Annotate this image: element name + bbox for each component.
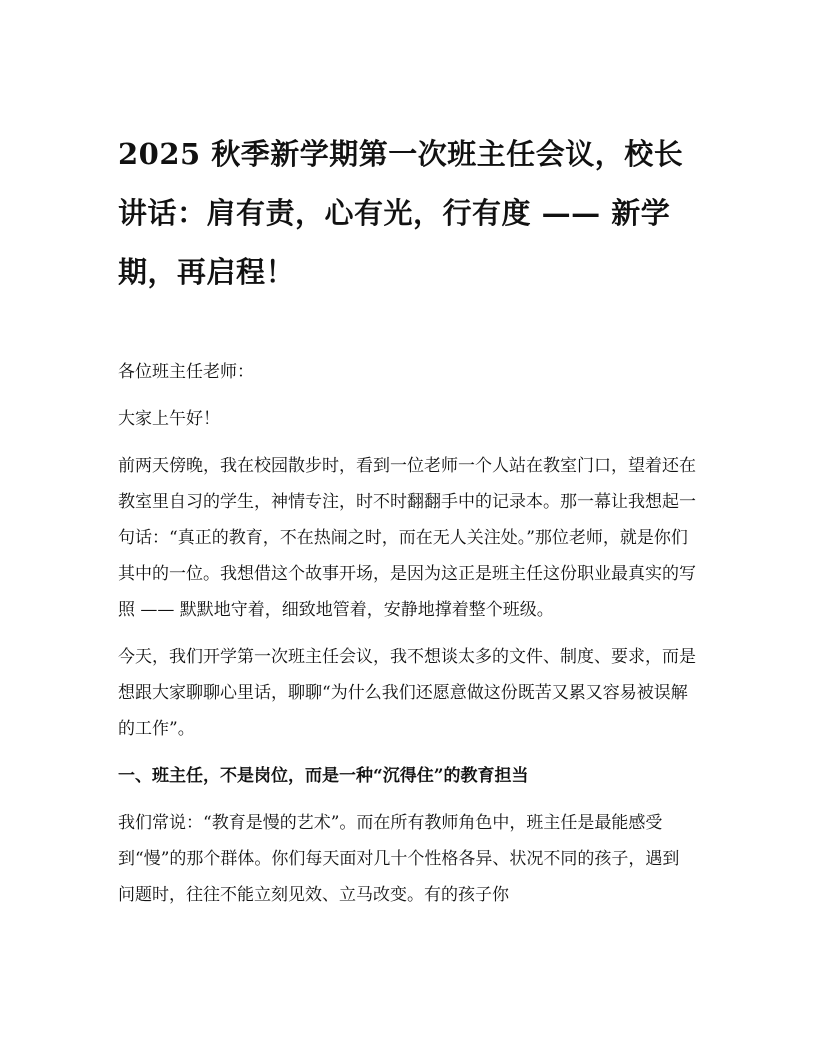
document-body: [118, 354, 696, 924]
greeting: 大家上午好！: [118, 409, 220, 429]
document-title: 2025 秋季新学期第一次班主任会议，校长讲话：肩有责，心有光，行有度 —— 新学期，再启程！: [118, 137, 684, 289]
section-1-paragraph: 我们常说：“教育是慢的艺术”。而在所有教师角色中，班主任是最能感受到“慢”的那个群体。你们每天面对几十个性格各异、状况不同的孩子，遇到问题时，往往不能立刻见效、立马改变。有的孩子你: [118, 813, 680, 905]
paragraph-meeting-purpose: 今天，我们开学第一次班主任会议，我不想谈太多的文件、制度、要求，而是想跟大家聊聊心里话，聊聊“为什么我们还愿意做这份既苦又累又容易被误解的工作”。: [118, 647, 696, 739]
salutation: 各位班主任老师：: [118, 362, 254, 382]
paragraph-opening-story: 前两天傍晚，我在校园散步时，看到一位老师一个人站在教室门口，望着还在教室里自习的学生，神情专注，时不时翻翻手中的记录本。那一幕让我想起一句话：“真正的教育，不在热闹之时，而在无人关注处。”那位老师，就是你们其中的一位。我想借这个故事开场，是因为这正是班主任这份职业最真实的写照 —— 默默地守着，细致地管着，安静地撑着整个班级。: [118, 456, 696, 620]
section-heading-1: 一、班主任，不是岗位，而是一种“沉得住”的教育担当: [118, 766, 529, 786]
